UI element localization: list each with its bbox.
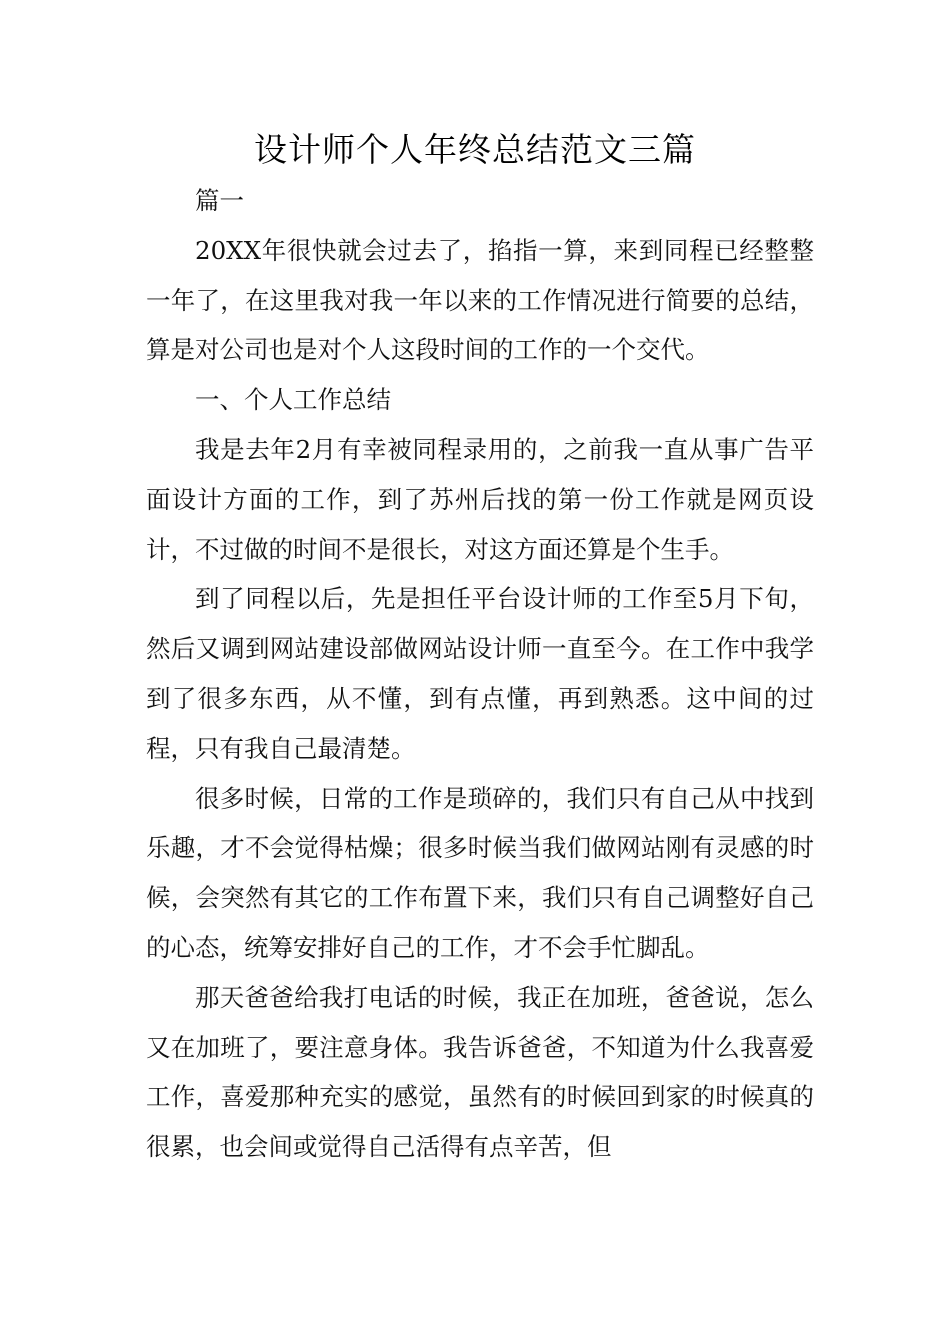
paragraph: 那天爸爸给我打电话的时候，我正在加班，爸爸说，怎么又在加班了，要注意身体。我告诉爸爸，不知道为什么我喜爱工作，喜爱那种充实的感觉，虽然有的时候回到家的时候真的很累，也会间或觉得自己活得有点辛苦，但: [146, 982, 814, 1162]
paragraph: 我是去年2月有幸被同程录用的，之前我一直从事广告平面设计方面的工作，到了苏州后找的第一份工作就是网页设计，不过做的时间不是很长，对这方面还算是个生手。: [146, 434, 814, 564]
document-body: [146, 176, 814, 1172]
subsection-heading: 一、个人工作总结: [195, 385, 391, 415]
section-heading: 篇一: [195, 186, 244, 215]
document-title: 设计师个人年终总结范文三篇: [254, 130, 696, 169]
paragraph: 到了同程以后，先是担任平台设计师的工作至5月下旬，然后又调到网站建设部做网站设计师一直至今。在工作中我学到了很多东西，从不懂，到有点懂，再到熟悉。这中间的过程，只有我自己最清楚。: [146, 584, 814, 763]
paragraph: 20XX年很快就会过去了，掐指一算，来到同程已经整整一年了，在这里我对我一年以来的工作情况进行简要的总结，算是对公司也是对个人这段时间的工作的一个交代。: [146, 235, 814, 365]
paragraph: 很多时候，日常的工作是琐碎的，我们只有自己从中找到乐趣，才不会觉得枯燥；很多时候当我们做网站刚有灵感的时候，会突然有其它的工作布置下来，我们只有自己调整好自己的心态，统筹安排好自己的工作，才不会手忙脚乱。: [146, 783, 814, 962]
